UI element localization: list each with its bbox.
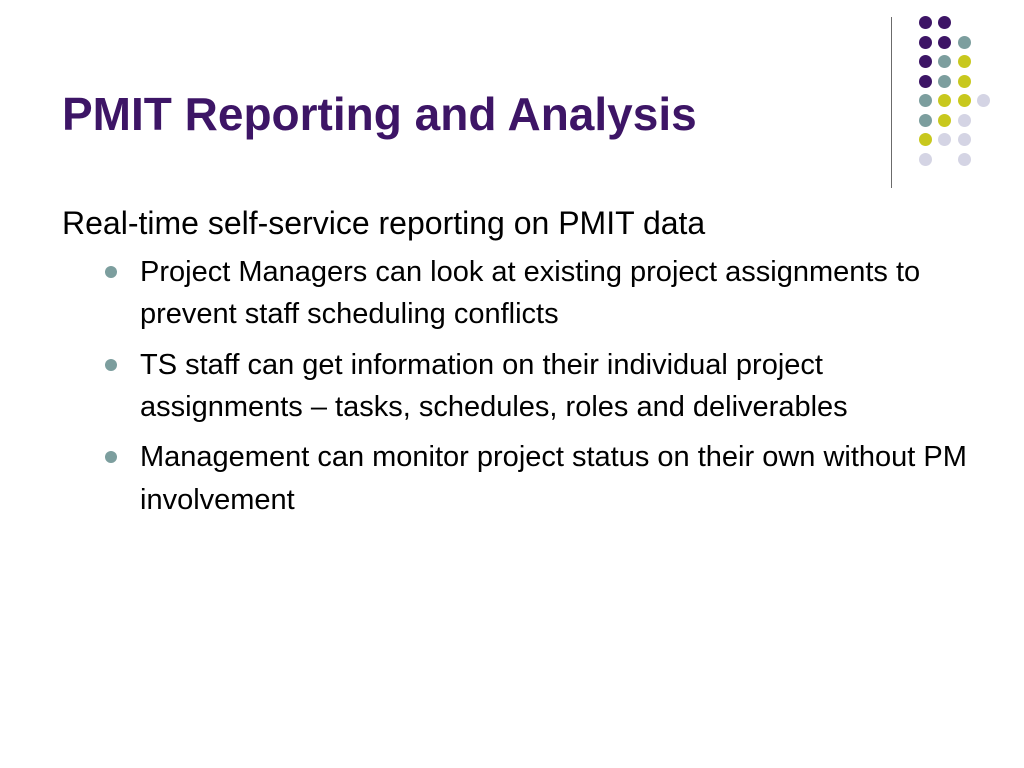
bullet-item bbox=[62, 436, 982, 521]
grid-dot bbox=[977, 94, 990, 107]
grid-dot bbox=[919, 55, 932, 68]
slide-body bbox=[62, 203, 982, 529]
divider-line bbox=[891, 17, 892, 188]
bullet-item bbox=[62, 251, 982, 336]
bullet-text: Project Managers can look at existing project assignments to prevent staff scheduling conflicts bbox=[140, 256, 921, 331]
grid-dot bbox=[958, 153, 971, 166]
grid-dot bbox=[919, 36, 932, 49]
grid-dot bbox=[938, 36, 951, 49]
grid-dot bbox=[958, 36, 971, 49]
bullet-icon bbox=[105, 266, 117, 278]
grid-dot bbox=[938, 114, 951, 127]
bullet-icon bbox=[105, 359, 117, 371]
slide-title: PMIT Reporting and Analysis bbox=[62, 88, 697, 140]
grid-dot bbox=[919, 114, 932, 127]
grid-dot bbox=[938, 16, 951, 29]
bullet-text: TS staff can get information on their individual project assignments – tasks, schedules, roles and deliverables bbox=[140, 348, 848, 423]
grid-dot bbox=[919, 75, 932, 88]
grid-dot bbox=[958, 94, 971, 107]
grid-dot bbox=[938, 75, 951, 88]
grid-dot bbox=[938, 94, 951, 107]
dot-grid-icon bbox=[905, 12, 1005, 172]
grid-dot bbox=[938, 55, 951, 68]
grid-dot bbox=[958, 55, 971, 68]
grid-dot bbox=[958, 114, 971, 127]
lead-text: Real-time self-service reporting on PMIT data bbox=[62, 205, 706, 241]
grid-dot bbox=[938, 133, 951, 146]
grid-dot bbox=[958, 133, 971, 146]
bullet-icon bbox=[105, 451, 117, 463]
grid-dot bbox=[919, 153, 932, 166]
grid-dot bbox=[919, 94, 932, 107]
grid-dot bbox=[919, 16, 932, 29]
bullet-item bbox=[62, 344, 982, 429]
grid-dot bbox=[919, 133, 932, 146]
bullet-text: Management can monitor project status on their own without PM involvement bbox=[140, 441, 967, 516]
grid-dot bbox=[958, 75, 971, 88]
bullet-list bbox=[62, 251, 982, 521]
